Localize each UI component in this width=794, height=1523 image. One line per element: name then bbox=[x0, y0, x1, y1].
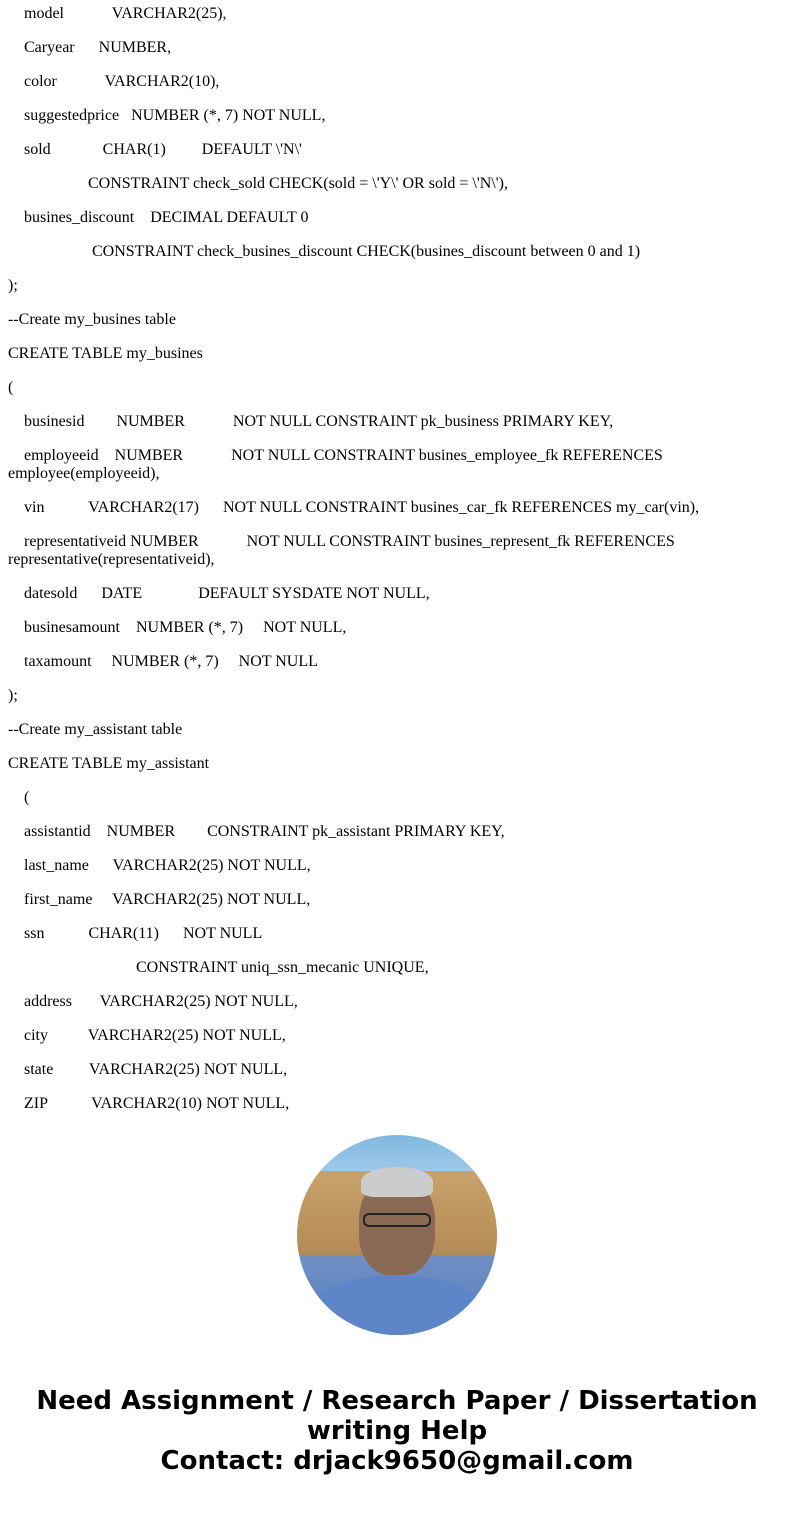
code-line: businesamount NUMBER (*, 7) NOT NULL, bbox=[8, 619, 347, 636]
photo-glasses bbox=[363, 1213, 431, 1227]
photo-hair bbox=[361, 1167, 433, 1197]
code-line: CONSTRAINT check_busines_discount CHECK(busines_discount between 0 and 1) bbox=[8, 243, 641, 260]
code-line: ( bbox=[8, 379, 14, 396]
code-line: vin VARCHAR2(17) NOT NULL CONSTRAINT busines_car_fk REFERENCES my_car(vin), bbox=[8, 499, 700, 516]
help-text: Need Assignment / Research Paper / Dissertation writing Help bbox=[36, 1386, 758, 1446]
author-photo bbox=[297, 1135, 497, 1335]
code-line: representativeid NUMBER NOT NULL CONSTRAINT busines_represent_fk REFERENCES representative(representativeid), bbox=[8, 533, 679, 568]
code-line: busines_discount DECIMAL DEFAULT 0 bbox=[8, 209, 309, 226]
photo-shirt bbox=[307, 1275, 487, 1335]
code-line: CONSTRAINT uniq_ssn_mecanic UNIQUE, bbox=[8, 959, 429, 976]
code-line: first_name VARCHAR2(25) NOT NULL, bbox=[8, 891, 311, 908]
code-line: assistantid NUMBER CONSTRAINT pk_assistant PRIMARY KEY, bbox=[8, 823, 505, 840]
code-line: CONSTRAINT check_sold CHECK(sold = \'Y\' OR sold = \'N\'), bbox=[8, 175, 508, 192]
contact-footer bbox=[0, 1386, 794, 1496]
code-line: businesid NUMBER NOT NULL CONSTRAINT pk_business PRIMARY KEY, bbox=[8, 413, 614, 430]
code-line: Caryear NUMBER, bbox=[8, 39, 172, 56]
code-line: ); bbox=[8, 277, 18, 294]
code-line: color VARCHAR2(10), bbox=[8, 73, 220, 90]
code-line: --Create my_assistant table bbox=[8, 721, 183, 738]
code-line: --Create my_busines table bbox=[8, 311, 176, 328]
code-line: address VARCHAR2(25) NOT NULL, bbox=[8, 993, 298, 1010]
code-line: ( bbox=[8, 789, 30, 806]
code-line: suggestedprice NUMBER (*, 7) NOT NULL, bbox=[8, 107, 326, 124]
code-line: sold CHAR(1) DEFAULT \'N\' bbox=[8, 141, 302, 158]
code-line: last_name VARCHAR2(25) NOT NULL, bbox=[8, 857, 311, 874]
code-line: ); bbox=[8, 687, 18, 704]
code-line: CREATE TABLE my_assistant bbox=[8, 755, 210, 772]
contact-email: Contact: drjack9650@gmail.com bbox=[160, 1446, 634, 1476]
code-line: ssn CHAR(11) NOT NULL bbox=[8, 925, 263, 942]
code-line: employeeid NUMBER NOT NULL CONSTRAINT busines_employee_fk REFERENCES employee(employeeid), bbox=[8, 447, 667, 482]
code-line: city VARCHAR2(25) NOT NULL, bbox=[8, 1027, 286, 1044]
code-line: model VARCHAR2(25), bbox=[8, 5, 227, 22]
code-line: datesold DATE DEFAULT SYSDATE NOT NULL, bbox=[8, 585, 430, 602]
code-line: state VARCHAR2(25) NOT NULL, bbox=[8, 1061, 288, 1078]
code-line: ZIP VARCHAR2(10) NOT NULL, bbox=[8, 1095, 290, 1112]
code-line: CREATE TABLE my_busines bbox=[8, 345, 203, 362]
code-line: taxamount NUMBER (*, 7) NOT NULL bbox=[8, 653, 318, 670]
